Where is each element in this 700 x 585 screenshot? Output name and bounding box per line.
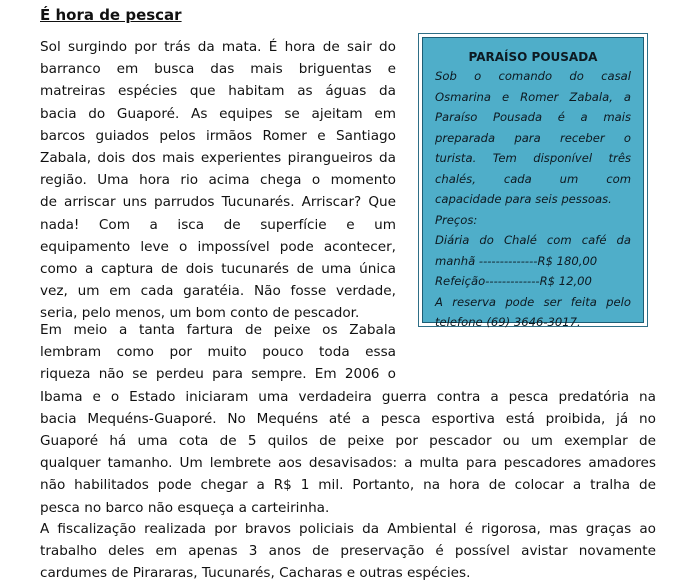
- text-line: lembram como por muito pouco toda essa: [40, 344, 396, 361]
- text-line: qualquer tamanho. Um lembrete aos desavisados: a multa para pescadores amadores: [40, 455, 656, 472]
- info-box-line: Diária do Chalé com café da: [435, 233, 631, 247]
- text-line: vez, um em cada garatéia. Não fosse verdade,: [40, 283, 396, 300]
- text-line: Sol surgindo por trás da mata. É hora de sair do: [40, 39, 396, 55]
- text-line: Zabala, dois dos mais experientes pirangueiros da: [40, 150, 396, 167]
- regulation-paragraph: [40, 319, 656, 519]
- text-line: não habilitados pode chegar a R$ 1 mil. Portanto, na hora de colocar a tralha de: [40, 477, 656, 494]
- info-box-line: turista. Tem disponível três: [435, 151, 631, 165]
- text-line: Guaporé há uma cota de 5 quilos de peixe por pescador ou um exemplar de: [40, 433, 656, 450]
- text-line: A fiscalização realizada por bravos policiais da Ambiental é rigorosa, mas graças ao: [40, 521, 656, 537]
- info-box-line: chalés, cada um com: [435, 171, 631, 186]
- info-box-title: PARAÍSO POUSADA: [468, 50, 598, 64]
- info-box-line: Paraíso Pousada é a mais: [435, 110, 631, 124]
- info-box-line: capacidade para seis pessoas.: [435, 192, 612, 206]
- info-box-line: manhã --------------R$ 180,00: [435, 253, 598, 268]
- text-line: de arriscar uns parrudos Tucunarés. Arriscar? Que: [40, 194, 396, 211]
- info-box-line: Sob o comando do casal: [435, 69, 631, 83]
- text-line: nada! Com a isca de superfície e um: [40, 216, 396, 233]
- enforcement-paragraph: [40, 518, 656, 585]
- text-line: riqueza não se perdeu para sempre. Em 2006 o: [40, 366, 396, 383]
- info-box-line: preparada para receber o: [435, 130, 631, 145]
- info-box-line: Refeição-------------R$ 12,00: [435, 274, 592, 288]
- text-line: Em meio a tanta fartura de peixe os Zabala: [40, 322, 396, 338]
- text-line: região. Uma hora rio acima chega o momento: [40, 172, 396, 189]
- info-box-line: Osmarina e Romer Zabala, a: [435, 89, 631, 104]
- text-line: trabalho deles em apenas 3 anos de preservação é possível avistar novamente: [40, 543, 656, 560]
- text-line: barranco em busca das mais briguentas e: [40, 61, 396, 78]
- text-line: bacia Mequéns-Guaporé. No Mequéns até a pesca esportiva está proibida, já no: [40, 410, 656, 427]
- text-line: Ibama e o Estado iniciaram uma verdadeira guerra contra a pesca predatória na: [40, 388, 656, 405]
- text-line: cardumes de Pirararas, Tucunarés, Cacharas e outras espécies.: [40, 565, 471, 582]
- info-box-line: Preços:: [435, 212, 478, 227]
- intro-paragraph: [40, 36, 396, 325]
- info-box-line: telefone (69) 3646-3017.: [435, 315, 581, 329]
- text-line: bacia do Guaporé. As equipes se ajeitam em: [40, 105, 396, 122]
- text-line: barcos guiados pelos irmãos Romer e Santiago: [40, 127, 396, 144]
- article-title: É hora de pescar: [40, 6, 182, 24]
- text-line: seria, pelo menos, um bom conto de pescador.: [40, 305, 360, 322]
- text-line: matreiras espécies que habitam as águas da: [40, 83, 396, 100]
- pousada-info-box: [422, 37, 644, 329]
- info-box-line: A reserva pode ser feita pelo: [435, 294, 631, 309]
- text-line: como a captura de dois tucunarés de uma única: [40, 261, 396, 278]
- text-line: equipamento leve o impossível pode acontecer,: [40, 238, 396, 255]
- text-line: pesca no barco não esqueça a carteirinha.: [40, 499, 330, 516]
